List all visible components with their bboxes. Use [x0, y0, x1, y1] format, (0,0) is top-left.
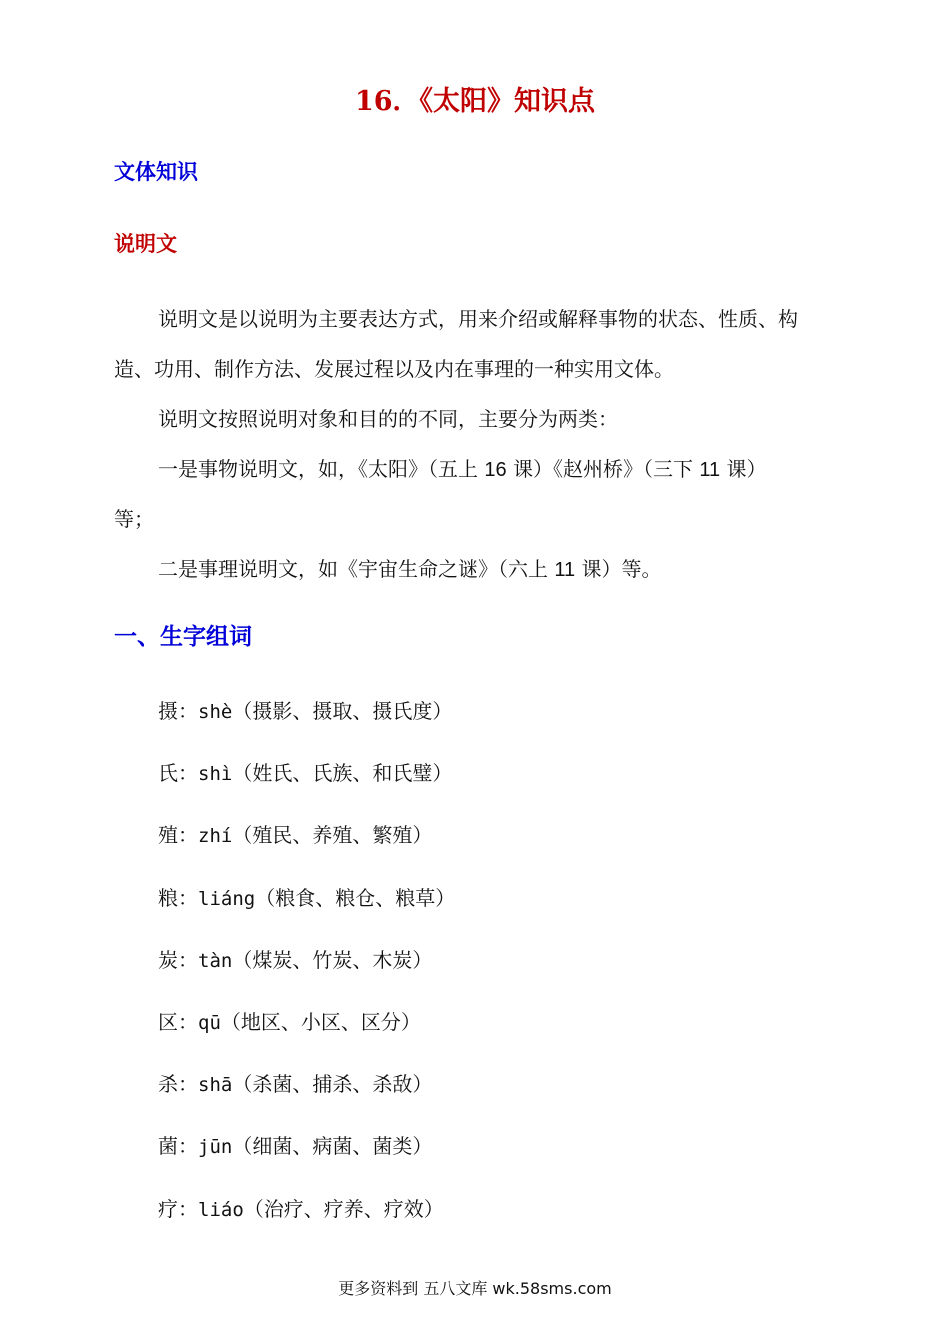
vocab-item	[158, 817, 455, 879]
vocab-pinyin: shì	[198, 763, 233, 786]
vocab-character: 疗：	[158, 1196, 198, 1221]
vocab-item	[158, 942, 455, 1004]
vocab-character: 区：	[158, 1009, 198, 1034]
section-heading-expository: 说明文	[114, 232, 177, 256]
vocab-words: （细菌、病菌、菌类）	[232, 1134, 433, 1159]
vocab-item	[158, 755, 455, 817]
vocab-words: （地区、小区、区分）	[220, 1009, 421, 1034]
vocab-item	[158, 1004, 455, 1066]
vocab-item	[158, 1066, 455, 1128]
vocab-character: 炭：	[158, 947, 198, 972]
vocab-words: （殖民、养殖、繁殖）	[232, 823, 433, 848]
vocab-pinyin: qū	[198, 1011, 221, 1034]
section-heading-vocabulary: 一、生字组词	[114, 624, 252, 650]
vocab-item	[158, 1191, 455, 1253]
body-text	[114, 294, 884, 604]
vocabulary-list	[158, 693, 455, 1253]
paragraph-3-line-2: 等；	[114, 507, 154, 531]
vocab-pinyin: liáng	[198, 887, 256, 910]
vocab-character: 摄：	[158, 699, 198, 723]
footer-source-link[interactable]: 更多资料到 五八文库 wk.58sms.com	[338, 1279, 612, 1298]
paragraph-3-text-a: 一是事物说明文，如，《太阳》（五上	[158, 457, 485, 481]
vocab-item	[158, 880, 455, 942]
lesson-number: 11	[554, 559, 576, 581]
vocab-words: （治疗、疗养、疗效）	[243, 1196, 444, 1221]
vocab-words: （煤炭、竹炭、木炭）	[232, 947, 433, 972]
paragraph-3-line-1	[158, 444, 766, 495]
vocab-pinyin: shè	[198, 701, 233, 723]
vocab-pinyin: zhí	[198, 825, 233, 848]
vocab-words: （摄影、摄取、摄氏度）	[232, 699, 453, 723]
lesson-number: 16	[484, 459, 507, 481]
vocab-words: （杀菌、捕杀、杀敌）	[232, 1072, 433, 1097]
vocab-pinyin: jūn	[198, 1136, 233, 1159]
section-heading-genre: 文体知识	[114, 160, 198, 184]
paragraph-1-line-1: 说明文是以说明为主要表达方式，用来介绍或解释事物的状态、性质、构	[158, 307, 798, 331]
vocab-character: 氏：	[158, 761, 198, 786]
vocab-character: 菌：	[158, 1134, 198, 1159]
vocab-pinyin: shā	[198, 1074, 233, 1097]
vocab-words: （粮食、粮仓、粮草）	[255, 885, 456, 910]
paragraph-4-text-a: 二是事理说明文，如《宇宙生命之谜》（六上	[158, 557, 555, 581]
lesson-number: 11	[699, 459, 721, 481]
paragraph-4	[158, 544, 661, 595]
vocab-pinyin: liáo	[198, 1198, 244, 1221]
vocab-words: （姓氏、氏族、和氏璧）	[232, 761, 453, 786]
vocab-pinyin: tàn	[198, 949, 233, 972]
paragraph-1-line-2: 造、功用、制作方法、发展过程以及内在事理的一种实用文体。	[114, 357, 674, 381]
vocab-character: 粮：	[158, 885, 198, 910]
paragraph-2: 说明文按照说明对象和目的的不同，主要分为两类：	[158, 407, 618, 431]
vocab-character: 杀：	[158, 1072, 198, 1097]
paragraph-4-text-b: 课）等。	[575, 557, 662, 581]
vocab-character: 殖：	[158, 823, 198, 848]
paragraph-3-text-b: 课）《赵州桥》（三下	[506, 457, 700, 481]
vocab-item	[158, 1128, 455, 1190]
paragraph-3-text-c: 课）	[720, 457, 767, 481]
vocab-item	[158, 693, 455, 755]
page-title: 16．《太阳》知识点	[354, 86, 596, 117]
